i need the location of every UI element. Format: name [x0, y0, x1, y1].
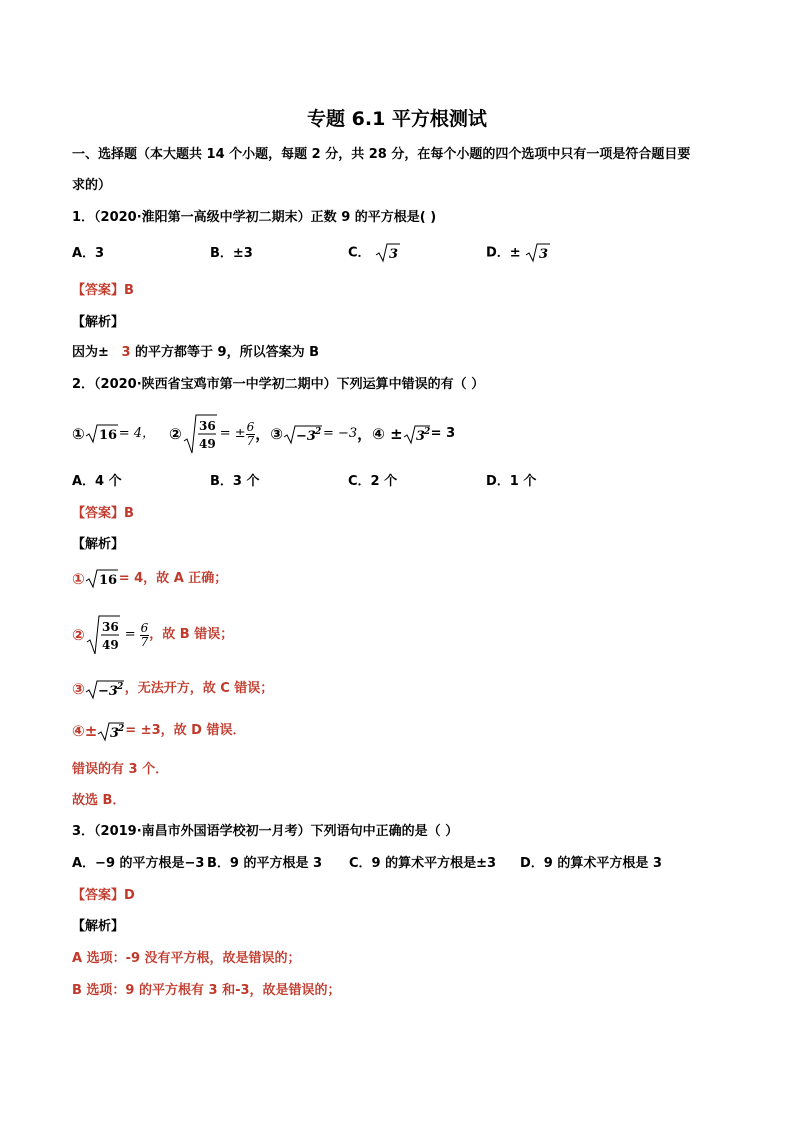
q2-conclusion: 故选 B． — [72, 793, 126, 808]
q3-option-d: D．9 的算术平方根是 3 — [520, 856, 662, 871]
q1-option-c — [348, 242, 401, 264]
q2-statement-4-radicand: 3 — [415, 429, 425, 444]
q2-stem: 2．（2020·陕西省宝鸡市第一中学初二期中）下列运算中错误的有（ ） — [72, 377, 485, 392]
q2-statement-2-result-denominator: 7 — [246, 433, 255, 448]
q2-explanation-2-result-denominator: 7 — [140, 634, 149, 649]
q2-statement-2-fraction — [246, 421, 256, 448]
q2-explanation-2-result-numerator: 6 — [140, 620, 149, 635]
q1-explanation-post: 的平方都等于 9，所以答案为 B — [135, 345, 320, 360]
q2-option-a: A．4 个 — [72, 474, 122, 489]
q2-explanation-1 — [72, 568, 227, 590]
q2-statement-1-rest: = 4， — [118, 426, 155, 441]
q2-explanation-1-rest: = 4，故 A 正确； — [118, 571, 228, 586]
q1-explanation-num: 3 — [121, 345, 131, 360]
q2-explanation-1-marker: ① — [72, 570, 85, 588]
q2-explanation-2 — [72, 614, 233, 656]
q2-statement-2-equals: = ± — [219, 426, 246, 441]
radical-icon — [283, 422, 323, 446]
section-heading-line2: 求的） — [72, 178, 112, 193]
q1-option-d — [486, 242, 551, 264]
q2-statement-2-result-numerator: 6 — [246, 419, 255, 434]
page-title: 专题 6.1 平方根测试 — [307, 108, 487, 130]
radical-icon — [403, 422, 431, 446]
radical-icon — [375, 242, 401, 264]
section-heading-line1: 一、选择题（本大题共 14 个小题，每题 2 分，共 28 分，在每个小题的四个选项中只有一项是符合题目要 — [72, 147, 691, 162]
q3-option-c: C．9 的算术平方根是±3 — [349, 856, 497, 871]
q2-explanation-3-radicand: −3 — [97, 684, 118, 699]
q2-statement-3-exponent: 2 — [314, 427, 322, 437]
q2-statement-2-marker: ② — [169, 425, 182, 443]
radical-icon — [85, 423, 119, 445]
q1-stem: 1．（2020·淮阳第一高级中学初二期末）正数 9 的平方根是( ) — [72, 210, 437, 225]
q2-explanation-3-rest: ，无法开方，故 C 错误； — [124, 681, 274, 696]
radical-icon — [85, 614, 121, 656]
q2-option-b: B．3 个 — [210, 474, 260, 489]
q2-statement-1-marker: ① — [72, 425, 85, 443]
q2-explanation-2-denominator: 49 — [101, 638, 119, 652]
q2-summary: 错误的有 3 个． — [72, 762, 169, 777]
q2-explanation-3-marker: ③ — [72, 680, 85, 698]
q2-explanation-2-equals: = — [124, 627, 136, 642]
q2-statement-4-rest: = 3 — [430, 426, 456, 441]
radical-icon — [85, 677, 125, 701]
q2-explanation-4-exponent: 2 — [118, 724, 125, 734]
q1-option-c-radicand: 3 — [389, 247, 399, 262]
q2-option-c: C．2 个 — [348, 474, 398, 489]
q3-option-a: A．−9 的平方根是−3 — [72, 856, 205, 871]
q2-statement-2-denominator: 49 — [198, 437, 216, 451]
q2-statement-3-rest: = −3 — [322, 426, 358, 441]
q1-option-c-label: C． — [348, 245, 371, 261]
radical-icon — [525, 242, 551, 264]
q1-explanation-pre: 因为± — [72, 345, 109, 360]
q3-stem: 3．（2019·南昌市外国语学校初一月考）下列语句中正确的是（ ） — [72, 824, 459, 839]
q2-explanation-4-radicand: 3 — [110, 726, 120, 741]
q3-explanation-a: A 选项：-9 没有平方根，故是错误的； — [72, 951, 301, 966]
q1-option-d-label: D．± — [486, 245, 521, 261]
q2-explanation-2-fraction — [140, 622, 150, 649]
q3-option-b: B．9 的平方根是 3 — [207, 856, 323, 871]
q2-statement-1-radicand: 16 — [98, 428, 117, 443]
q1-analysis-label: 【解析】 — [72, 315, 125, 330]
q2-statement-2-numerator: 36 — [198, 419, 216, 433]
q2-explanation-2-rest: ，故 B 错误； — [149, 627, 234, 642]
q2-analysis-label: 【解析】 — [72, 537, 125, 552]
q2-option-d: D．1 个 — [486, 474, 537, 489]
q2-statement-4-exponent: 2 — [423, 427, 430, 437]
radical-icon — [182, 413, 218, 455]
q2-explanation-1-radicand: 16 — [98, 573, 117, 588]
q1-explanation — [72, 344, 319, 362]
q2-answer: 【答案】B — [72, 506, 134, 521]
q2-statements — [72, 412, 455, 456]
radical-icon — [97, 719, 125, 743]
q2-explanation-2-marker: ② — [72, 626, 85, 644]
q3-analysis-label: 【解析】 — [72, 919, 125, 934]
q1-option-a: A．3 — [72, 246, 105, 261]
q2-statement-3-marker: ，③ — [255, 425, 283, 443]
q2-explanation-4 — [72, 719, 245, 743]
q1-option-d-radicand: 3 — [539, 247, 549, 262]
q3-explanation-b: B 选项：9 的平方根有 3 和-3，故是错误的； — [72, 983, 341, 998]
q2-explanation-3-exponent: 2 — [116, 682, 123, 692]
q1-answer: 【答案】B — [72, 283, 134, 298]
radical-icon — [85, 568, 119, 590]
q2-statement-3-radicand: −3 — [295, 429, 316, 444]
q2-explanation-3 — [72, 677, 273, 701]
q1-option-b: B．±3 — [210, 246, 253, 261]
q2-explanation-4-rest: = ±3，故 D 错误． — [125, 723, 246, 738]
q3-answer: 【答案】D — [72, 888, 135, 903]
q2-statement-4-marker: ，④ ± — [357, 425, 403, 443]
q2-explanation-4-marker: ④± — [72, 722, 98, 740]
q2-explanation-2-numerator: 36 — [101, 620, 119, 634]
